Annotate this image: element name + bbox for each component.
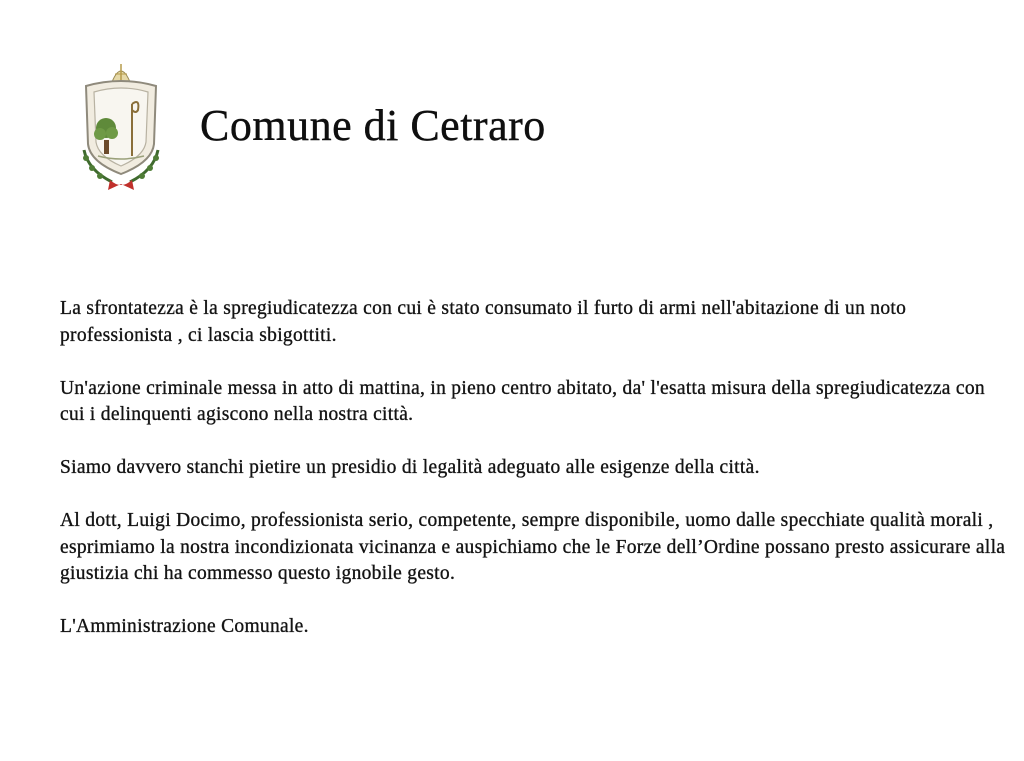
statement-paragraph: Un'azione criminale messa in atto di mattina, in pieno centro abitato, da' l'esatta misura della spregiudicatezza con cui i delinquenti agiscono nella nostra città. xyxy=(60,377,985,425)
signature: L'Amministrazione Comunale. xyxy=(60,616,309,637)
coat-of-arms-icon xyxy=(76,58,166,192)
statement-paragraph: Siamo davvero stanchi pietire un presidio di legalità adeguato alle esigenze della città. xyxy=(60,457,760,478)
document-header xyxy=(76,58,546,192)
statement-paragraph: La sfrontatezza è la spregiudicatezza con cui è stato consumato il furto di armi nell'abitazione di un noto professionista , ci lascia sbigottiti. xyxy=(60,298,907,346)
statement-paragraph: Al dott, Luigi Docimo, professionista serio, competente, sempre disponibile, uomo dalle specchiate qualità morali , esprimiamo la nostra incondizionata vicinanza e auspichiamo che le Forze dell’Ordine possano presto assicurare alla giustizia chi ha commesso questo ignobile gesto. xyxy=(60,510,1006,584)
page-title: Comune di Cetraro xyxy=(200,100,546,150)
statement-body xyxy=(60,296,1010,641)
